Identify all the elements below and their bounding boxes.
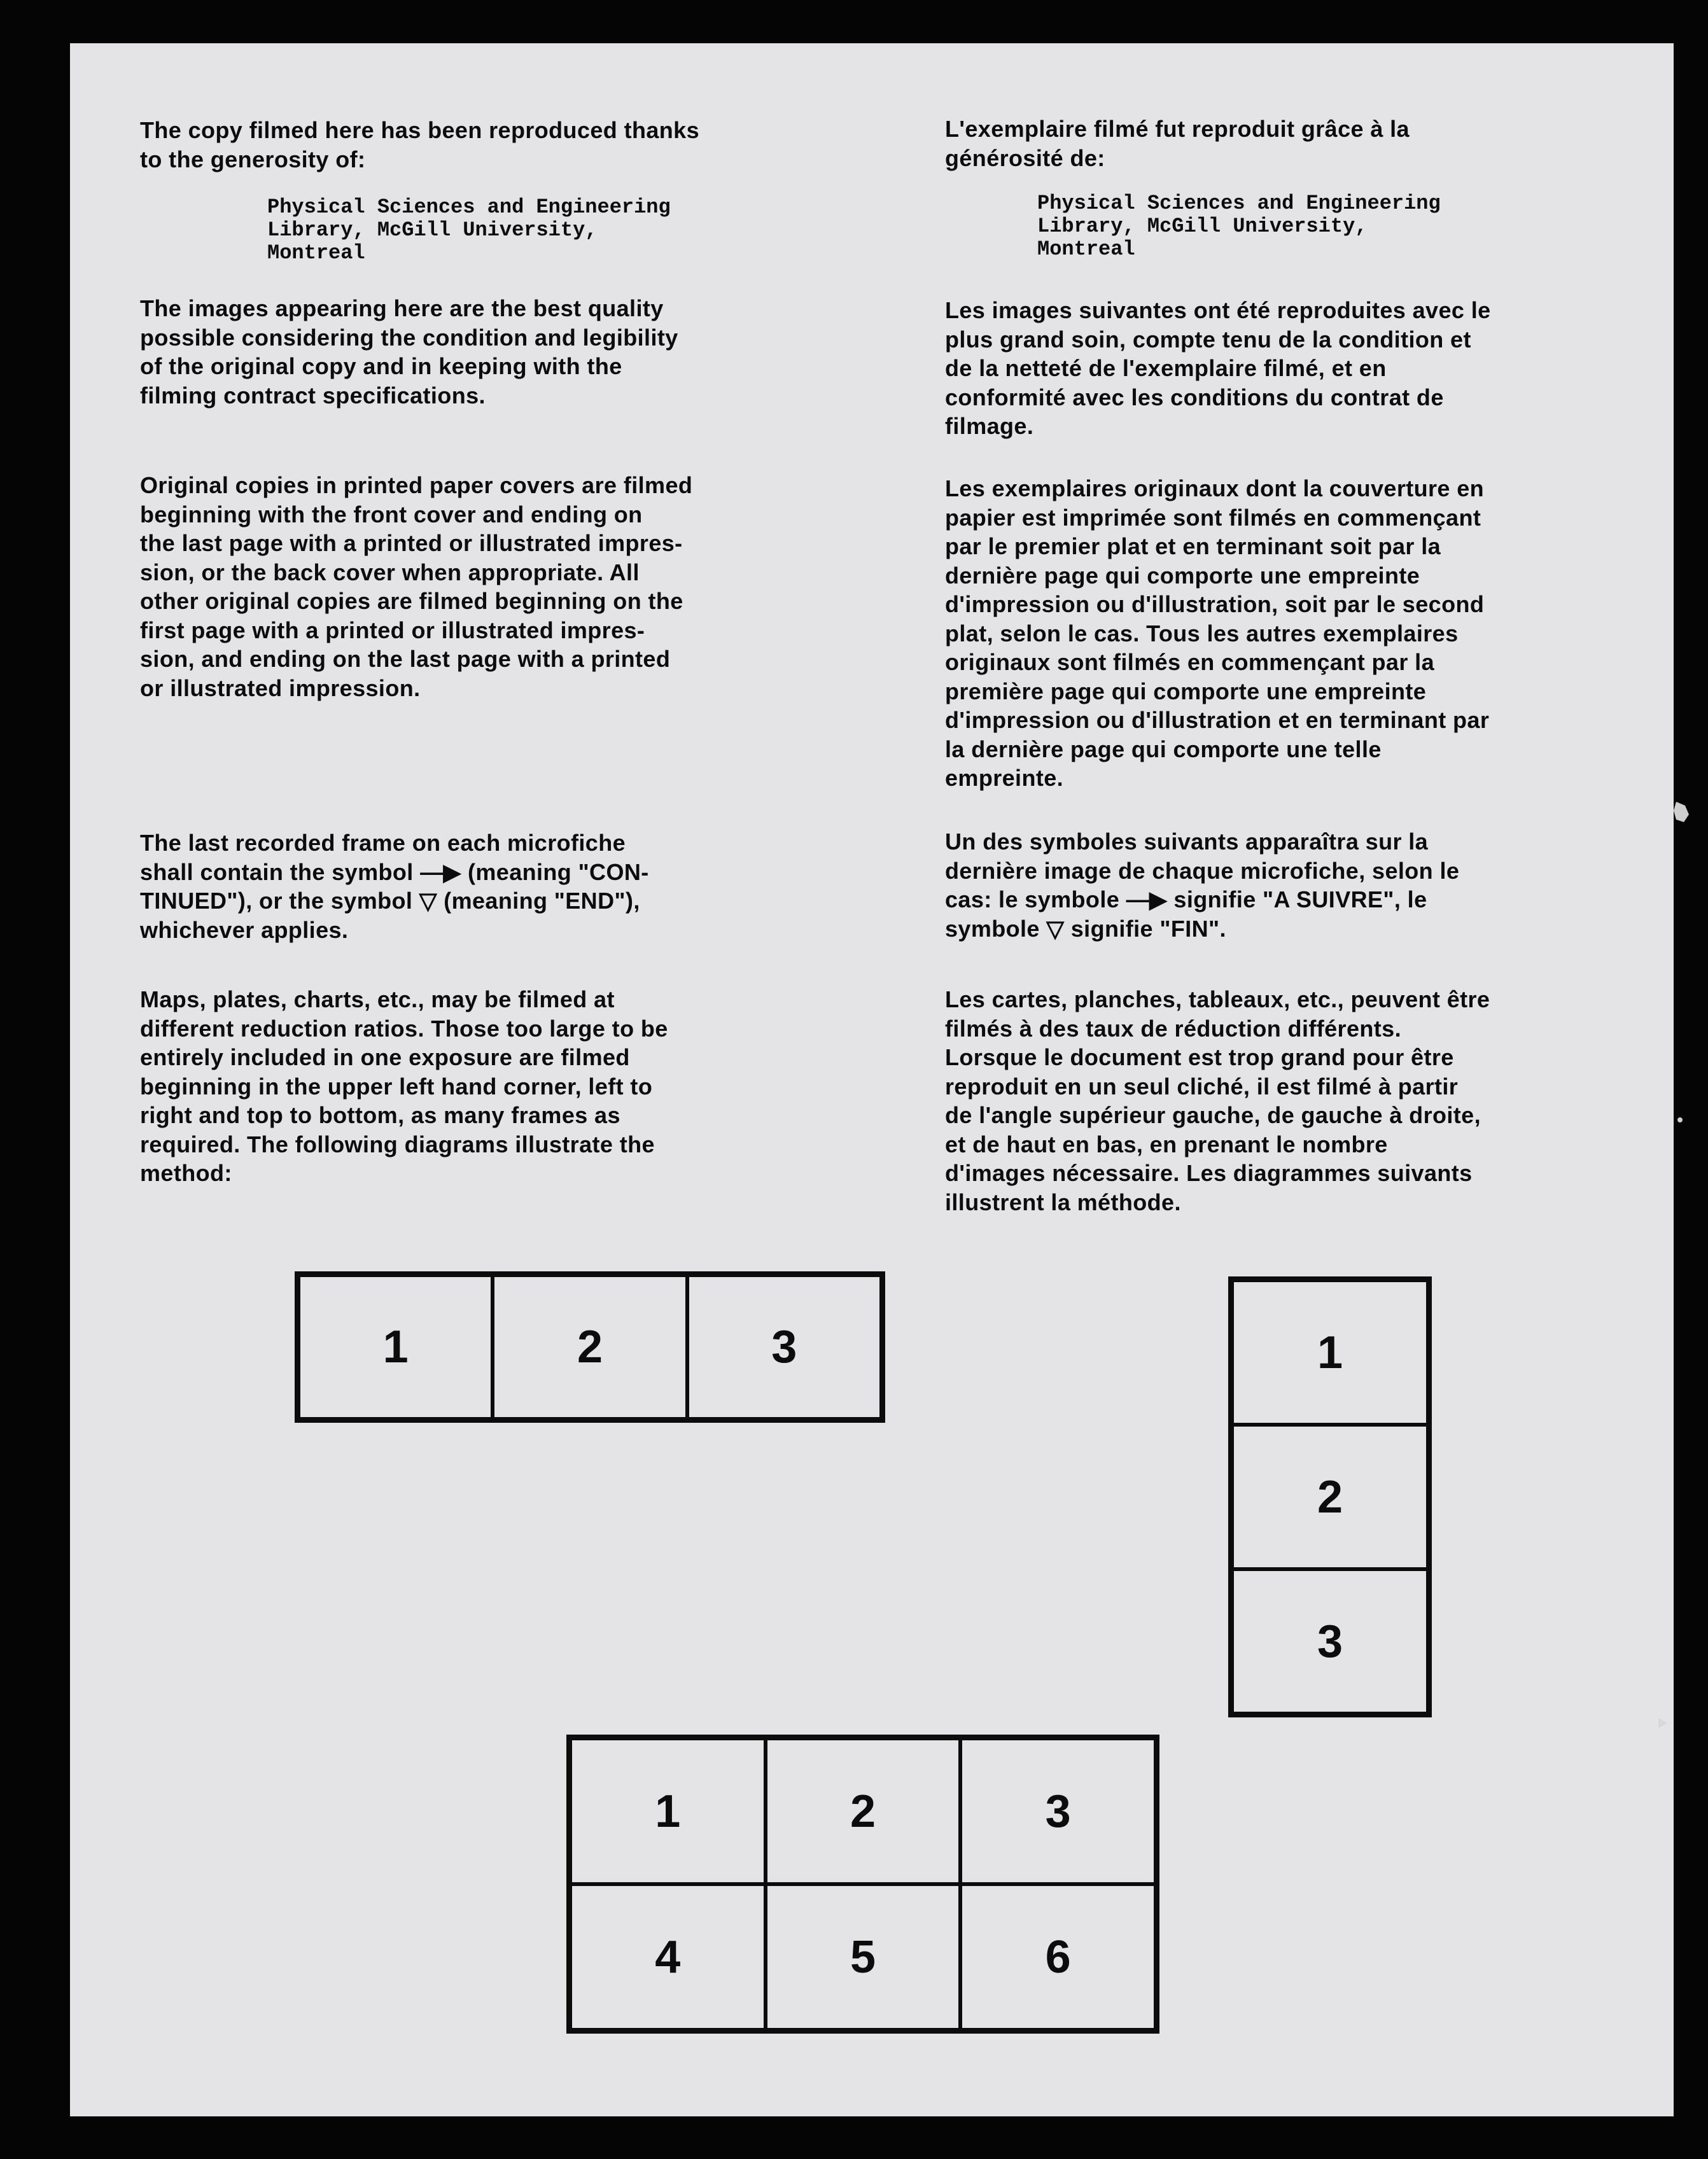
frame-cell: 2	[766, 1738, 961, 1884]
diagram-six-frames-grid	[566, 1735, 1159, 2034]
french-maps-note: Les cartes, planches, tableaux, etc., peuvent être filmés à des taux de réduction différents. Lorsque le document est trop grand pour être reproduit en un seul cliché, il est filmé à partir de l'angle supérieur gauche, de gauche à droite, et de haut en bas, en prenant le nombre d'images nécessaire. Les diagrammes suivants illustrent la méthode.	[945, 986, 1490, 1215]
french-symbols-note: Un des symboles suivants apparaîtra sur la dernière image de chaque microfiche, selon le cas: le symbole —▶ signifie "A SUIVRE", le symbole ▽ signifie "FIN".	[945, 828, 1460, 942]
frame-cell: 3	[960, 1738, 1156, 1884]
film-speck	[1677, 1117, 1683, 1122]
english-quality-note: The images appearing here are the best quality possible considering the condition and legibility of the original copy and in keeping with the filming contract specifications.	[140, 295, 678, 409]
english-symbols-note: The last recorded frame on each microfiche shall contain the symbol —▶ (meaning "CON- TINUED"), or the symbol ▽ (meaning "END"), whichever applies.	[140, 830, 649, 943]
frame-cell: 2	[493, 1275, 687, 1419]
frame-cell: 3	[687, 1275, 881, 1419]
frame-cell: 3	[1232, 1569, 1428, 1714]
frame-cell: 4	[570, 1884, 766, 2030]
french-library-name: Physical Sciences and Engineering Library, McGill University, Montreal	[1037, 192, 1441, 261]
french-filming-order: Les exemplaires originaux dont la couverture en papier est imprimée sont filmés en commençant par le premier plat et en terminant soit par la dernière page qui comporte une empreinte d'impression ou d'illustration, soit par le second plat, selon le cas. Tous les autres exemplaires originaux sont filmés en commençant par la première page qui comporte une empreinte d'impression ou d'illustration et en terminant par la dernière page qui comporte une telle empreinte.	[945, 475, 1490, 791]
english-maps-note: Maps, plates, charts, etc., may be filmed at different reduction ratios. Those too large to be entirely included in one exposure are filmed beginning in the upper left hand corner, left to right and top to bottom, as many frames as required. The following diagrams illustrate the method:	[140, 986, 668, 1186]
frame-cell: 6	[960, 1884, 1156, 2030]
diagram-three-frames-horizontal	[295, 1271, 885, 1423]
frame-cell: 5	[766, 1884, 961, 2030]
film-speck	[1674, 802, 1689, 822]
french-quality-note: Les images suivantes ont été reproduites avec le plus grand soin, compte tenu de la condition et de la netteté de l'exemplaire filmé, et en conformité avec les conditions du contrat de filmage.	[945, 297, 1491, 439]
english-intro: The copy filmed here has been reproduced thanks to the generosity of:	[140, 117, 700, 172]
frame-cell: 1	[570, 1738, 766, 1884]
english-library-name: Physical Sciences and Engineering Library, McGill University, Montreal	[267, 195, 671, 265]
film-edge-specks	[1657, 0, 1708, 2159]
diagram-three-frames-vertical	[1228, 1276, 1432, 1717]
french-intro: L'exemplaire filmé fut reproduit grâce à la générosité de:	[945, 116, 1410, 171]
film-speck	[1658, 1718, 1667, 1728]
frame-cell: 1	[1232, 1280, 1428, 1425]
frame-cell: 2	[1232, 1425, 1428, 1569]
frame-cell: 1	[298, 1275, 493, 1419]
english-filming-order: Original copies in printed paper covers are filmed beginning with the front cover and ending on the last page with a printed or illustrated impres- sion, or the back cover when appropriate. All other original copies are filmed beginning on the first page with a printed or illustrated impres- sion, and ending on the last page with a printed or illustrated impression.	[140, 472, 693, 701]
